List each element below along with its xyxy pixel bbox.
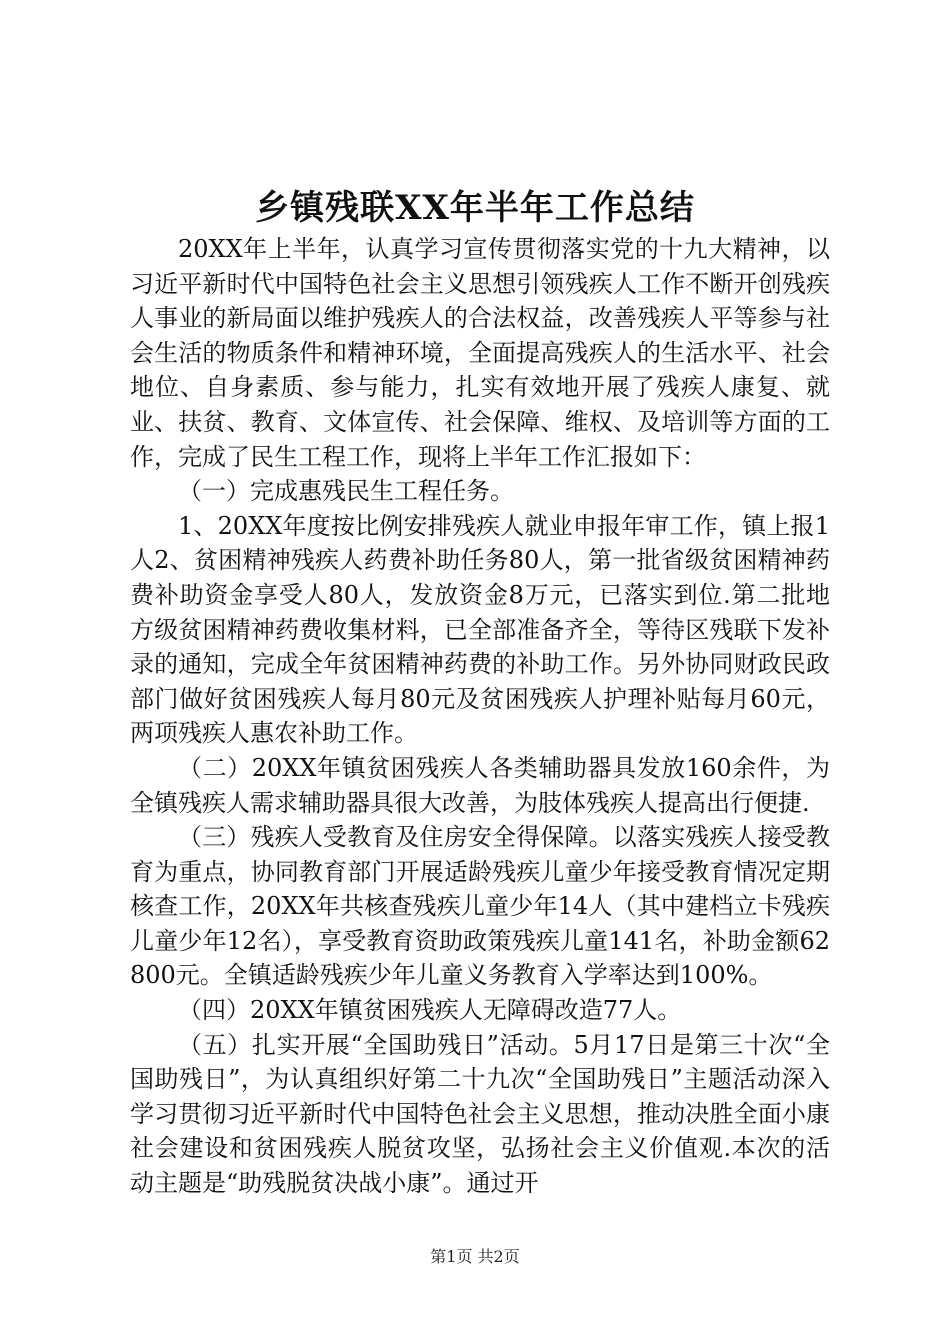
paragraph-section-5: （五）扎实开展“全国助残日”活动。5月17日是第三十次“全国助残日”，为认真组织好第二十九次“全国助残日”主题活动深入学习贯彻习近平新时代中国特色社会主义思想，推动决胜全面小康社会建设和贫困残疾人脱贫攻坚，弘扬社会主义价值观.本次的活动主题是“助残脱贫决战小康”。通过开	[130, 1030, 830, 1198]
paragraph-section-4: （四）20XX年镇贫困残疾人无障碍改造77人。	[178, 996, 682, 1025]
paragraph-section-1-heading: （一）完成惠残民生工程任务。	[178, 477, 514, 506]
document-body	[130, 232, 830, 1201]
paragraph-section-3: （三）残疾人受教育及住房安全得保障。以落实残疾人接受教育为重点，协同教育部门开展适龄残疾儿童少年接受教育情况定期核查工作，20XX年共核查残疾儿童少年14人（其中建档立卡残疾儿童少年12名），享受教育资助政策残疾儿童141名，补助金额62800元。全镇适龄残疾少年儿童义务教育入学率达到100%。	[130, 823, 830, 990]
paragraph-section-2: （二）20XX年镇贫困残疾人各类辅助器具发放160余件，为全镇残疾人需求辅助器具很大改善，为肢体残疾人提高出行便捷.	[130, 753, 830, 817]
paragraph-intro: 20XX年上半年，认真学习宣传贯彻落实党的十九大精神，以习近平新时代中国特色社会主义思想引领残疾人工作不断开创残疾人事业的新局面以维护残疾人的合法权益，改善残疾人平等参与社会生活的物质条件和精神环境，全面提高残疾人的生活水平、社会地位、自身素质、参与能力，扎实有效地开展了残疾人康复、就业、扶贫、教育、文体宣传、社会保障、维权、及培训等方面的工作，完成了民生工程工作，现将上半年工作汇报如下：	[130, 235, 830, 471]
paragraph-section-1-item-1: 1、20XX年度按比例安排残疾人就业申报年审工作，镇上报1人2、贫困精神残疾人药费补助任务80人，第一批省级贫困精神药费补助资金享受人80人，发放资金8万元，已落实到位.第二批地方级贫困精神药费收集材料，已全部准备齐全，等待区残联下发补录的通知，完成全年贫困精神药费的补助工作。另外协同财政民政部门做好贫困残疾人每月80元及贫困残疾人护理补贴每月60元，两项残疾人惠农补助工作。	[130, 511, 830, 748]
document-title: 乡镇残联XX年半年工作总结	[255, 188, 695, 228]
page-footer: 第1页 共2页	[430, 1247, 520, 1266]
